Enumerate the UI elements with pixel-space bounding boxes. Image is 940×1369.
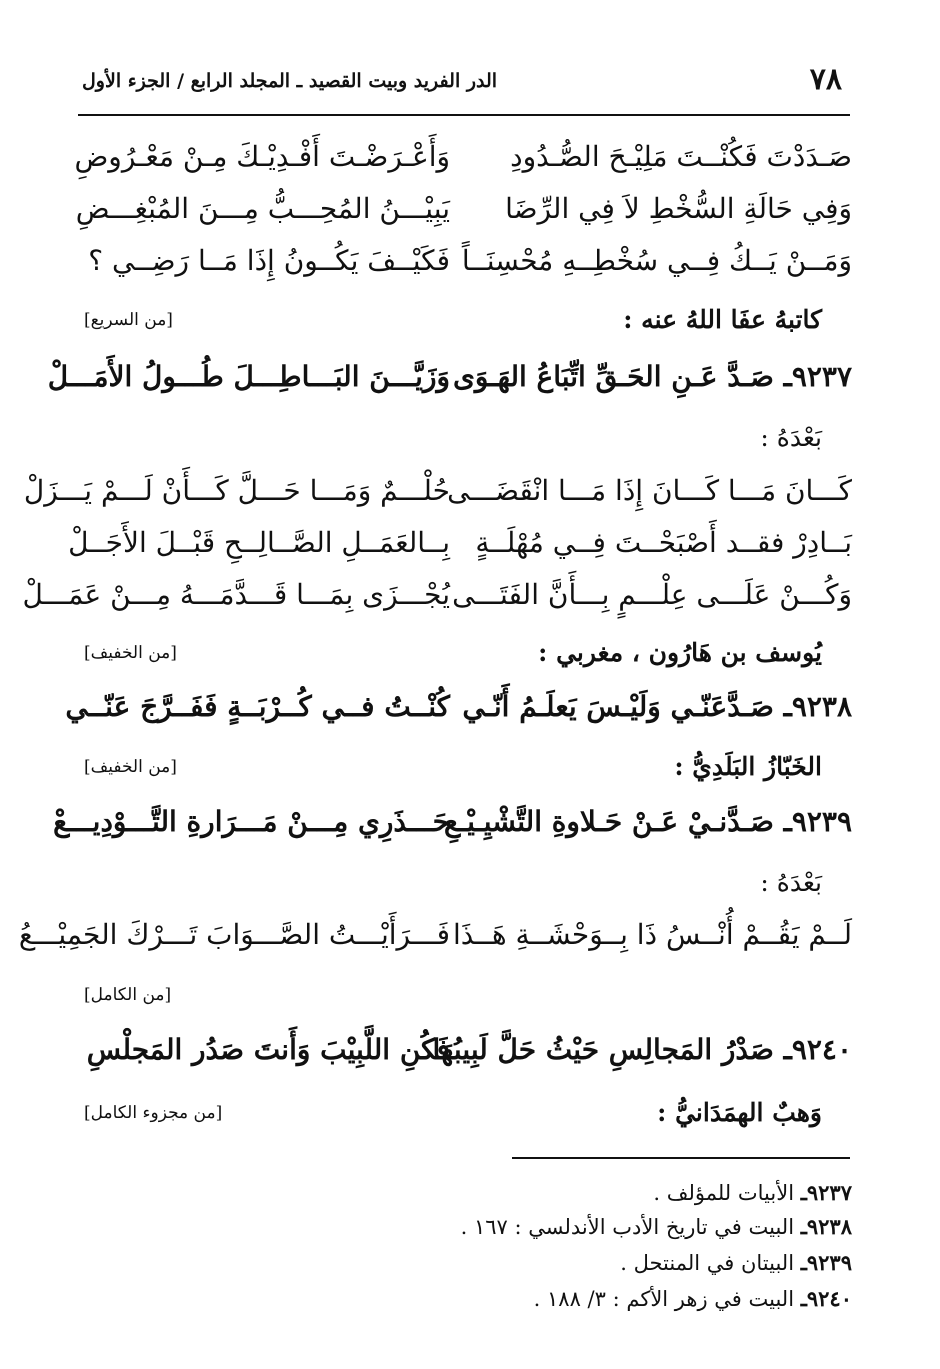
meter-label: [من السريع] [84, 310, 173, 330]
verse-hemistich-left: كُنْــتُ فــي كُــرْبَــةٍ فَفَــرَّجَ عَنّــي [65, 690, 450, 723]
meter-label: [من مجزوء الكامل] [84, 1103, 223, 1123]
footnote [152, 1250, 852, 1275]
poet-attribution: الخَبّازُ البَلَدِيُّ : [674, 752, 822, 781]
poet-attribution: يُوسف بن هَارُون ، مغربي : [538, 638, 822, 667]
continuation-label: بَعْدَهُ : [760, 423, 822, 452]
poet-attribution: وَهبٌ الهمَدَانيُّ : [657, 1098, 822, 1127]
verse-hemistich-left: يَبِيْـــنُ المُحِـــبُّ مِـــنَ المُبْغِـــضِ [75, 192, 450, 225]
verse-hemistich-right: ٩٢٣٧ـ صَـدَّ عَـنِ الحَـقِّ اتِّبَاعُ الهَـوَى [453, 360, 852, 393]
header-divider [78, 114, 850, 116]
footnote-number: ٩٢٤٠ـ [800, 1286, 852, 1311]
footnote-text: البيت في زهر الأكم : ٣/ ١٨٨ . [533, 1287, 801, 1311]
verse-hemistich-right: صَـدَدْتَ فَكُنْــتَ مَلِيْـحَ الصُّـدُودِ [510, 140, 852, 173]
verse-hemistich-left: وَزَيَّـــنَ البَـــاطِـــلَ طُـــولُ الأَمَـــلْ [47, 360, 450, 393]
verse-hemistich-left: حَـــذَرِي مِـــنْ مَـــرَارةِ التَّـــوْدِيـــعْ [53, 805, 450, 838]
verse-hemistich-right: وَفِي حَالَةِ السُّخْطِ لاَ فِي الرِّضَا [505, 192, 852, 225]
verse-hemistich-right: ٩٢٤٠ـ صَدْرُ المَجالِسِ حَيْثُ حَلَّ لَبِيبُهَا [432, 1033, 852, 1066]
verse-hemistich-left: فَـــرَأَيْـــتُ الصَّـــوَابَ تَـــرْكَ الجَمِيْـــعُ [18, 918, 450, 951]
verse-hemistich-left: وَأَعْـرَضْـتَ أَفْـدِيْـكَ مِـنْ مَعْـرُوضِ [74, 140, 450, 173]
verse-hemistich-left: فَكُنِ اللَّبِيْبَ وَأَنتَ صَدُر المَجلْسِ [86, 1033, 450, 1066]
footnote-number: ٩٢٣٩ـ [800, 1250, 852, 1275]
verse-hemistich-right: وَكُـــنْ عَلَـــى عِلْـــمٍ بِـــأَنَّ الفَتَـــى [452, 578, 852, 611]
footnote [152, 1180, 852, 1205]
meter-label: [من الخفيف] [84, 643, 177, 663]
page-header [78, 62, 850, 106]
meter-label: [من الخفيف] [84, 757, 177, 777]
verse-hemistich-left: فَكَيْــفَ يَكُــونُ إِذَا مَــا رَضِــي ؟ [88, 244, 450, 277]
continuation-label: بَعْدَهُ : [760, 868, 822, 897]
footnote-text: البيت في تاريخ الأدب الأندلسي : ١٦٧ . [460, 1215, 801, 1239]
verse-hemistich-left: يُجْـــزَى بِمَـــا قَـــدَّمَـــهُ مِـــنْ عَمَـــلْ [22, 578, 450, 611]
footnote [152, 1214, 852, 1239]
meter-label: [من الكامل] [84, 985, 172, 1005]
verse-hemistich-left: حُلْـــمٌ وَمَـــا حَـــلَّ كَـــأَنْ لَـــمْ يَـــزَلْ [23, 474, 450, 507]
running-title: الدر الفريد وبيت القصيد ـ المجلد الرابع / الجزء الأول [82, 70, 498, 92]
footnote-divider [512, 1157, 850, 1159]
footnote [152, 1286, 852, 1311]
footnote-number: ٩٢٣٨ـ [800, 1214, 852, 1239]
verse-hemistich-right: ٩٢٣٨ـ صَـدَّعَنّـي وَلَيْـسَ يَعلَـمُ أَنّـي [462, 690, 852, 723]
footnote-text: الأبيات للمؤلف . [653, 1181, 801, 1205]
footnote-text: البيتان في المنتحل . [620, 1251, 801, 1275]
verse-hemistich-right: لَــمْ يَقُــمْ أُنْــسُ ذَا بِــوَحْشَــةِ هَــذَا [452, 918, 852, 951]
footnote-number: ٩٢٣٧ـ [800, 1180, 852, 1205]
verse-hemistich-right: بَــادِرْ فقــد أَصْبَحْــتَ فِــي مُهْلَــةٍ [475, 526, 852, 559]
poet-attribution: كاتبهُ عفَا اللهُ عنه : [623, 305, 822, 334]
verse-hemistich-right: وَمَــنْ يَــكُ فِــي سُخْطِــهِ مُحْسِنَــاً [461, 244, 852, 277]
page-number: ٧٨ [809, 62, 842, 97]
verse-hemistich-right: ٩٢٣٩ـ صَـدَّنـيْ عَـنْ حَـلاوةِ التَّشْيِـيْـعِ [444, 805, 852, 838]
verse-hemistich-right: كَـــانَ مَـــا كَـــانَ إِذَا مَـــا انْقَضَـــى [447, 474, 852, 507]
verse-hemistich-left: بِــالعَمَــلِ الصَّــالِــحِ قَبْــلَ الأَجَــلْ [68, 526, 450, 559]
